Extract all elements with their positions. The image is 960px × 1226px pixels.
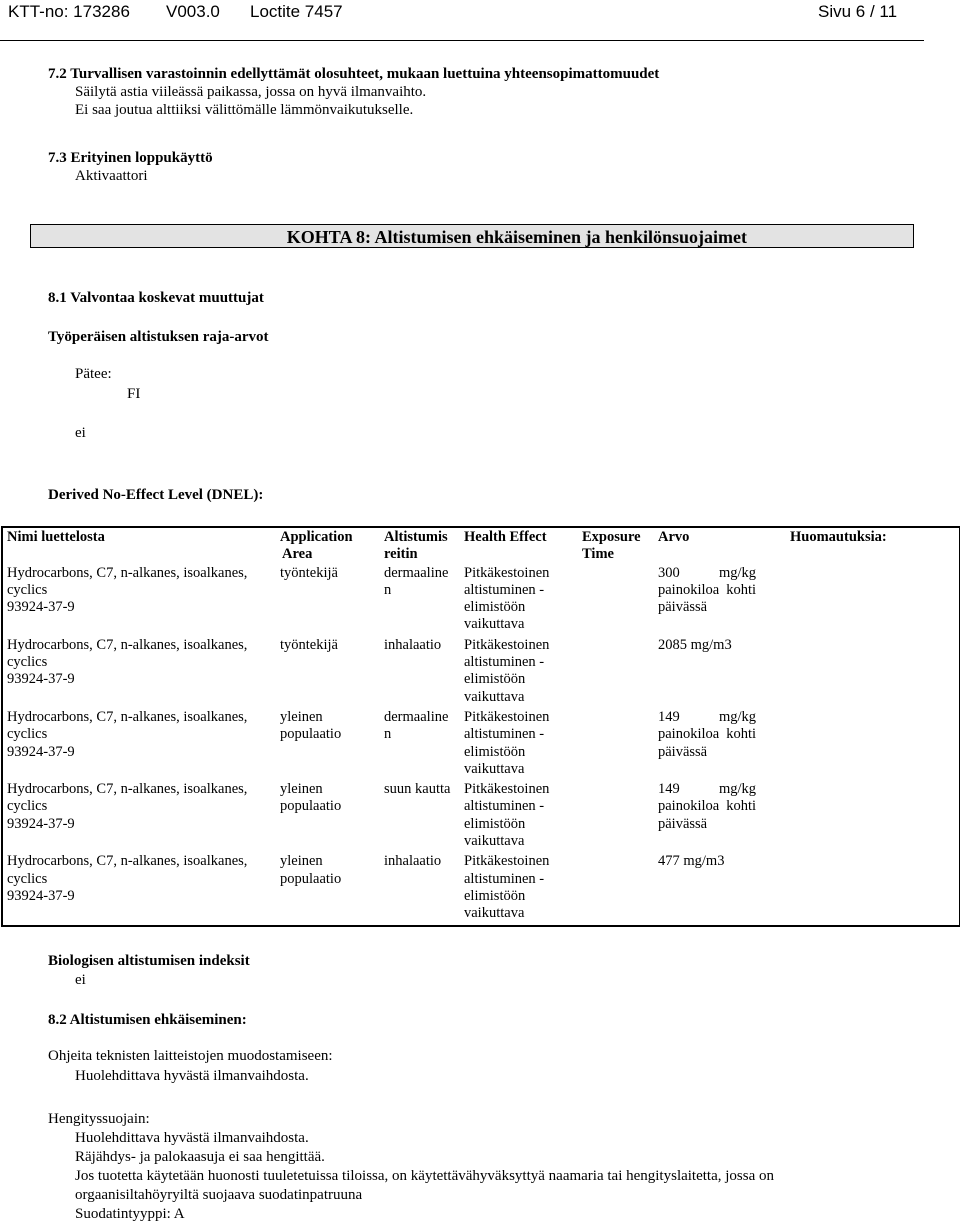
cell-area: työntekijä	[280, 564, 338, 581]
table-row	[2, 708, 960, 780]
table-row	[2, 636, 960, 708]
respiratory-line3: Jos tuotetta käytetään huonosti tuuletetuissa tiloissa, on käytettävähyväksyttyä naamaria tai hengityslaitetta, jossa on	[75, 1168, 775, 1184]
bio-index-title: Biologisen altistumisen indeksit	[48, 953, 250, 969]
cell-effect: Pitkäkestoinen altistuminen - elimistöön vaikuttava	[464, 636, 550, 705]
cell-route: inhalaatio	[384, 636, 442, 653]
cell-value: 149 mg/kg painokiloa kohti päivässä	[658, 781, 756, 832]
table-row	[2, 852, 960, 925]
cell-route: suun kautta	[384, 781, 451, 798]
bio-index-value: ei	[75, 972, 86, 988]
section-8-1-title: 8.1 Valvontaa koskevat muuttujat	[48, 290, 264, 306]
col-header-area: Application Area	[280, 529, 353, 563]
cell-effect: Pitkäkestoinen altistuminen - elimistöön vaikuttava	[464, 708, 550, 777]
table-header-row	[2, 527, 960, 564]
cell-substance: Hydrocarbons, C7, n-alkanes, isoalkanes, cyclics 93924-37-9	[7, 564, 248, 616]
cell-substance: Hydrocarbons, C7, n-alkanes, isoalkanes, cyclics 93924-37-9	[7, 636, 248, 688]
cell-time	[578, 564, 654, 636]
respiratory-line4: orgaanisiltahöyryiltä suojaava suodatinpatruuna	[75, 1187, 363, 1203]
cell-route: dermaaline n	[384, 564, 449, 598]
cell-time	[578, 636, 654, 708]
col-header-effect: Health Effect	[464, 529, 547, 545]
cell-area: yleinen populaatio	[280, 781, 342, 815]
respiratory-line2: Räjähdys- ja palokaasuja ei saa hengittää.	[75, 1149, 325, 1165]
product-name: Loctite 7457	[250, 2, 343, 21]
tech-measures-label: Ohjeita teknisten laitteistojen muodostamiseen:	[48, 1048, 333, 1064]
section-7-3-title: 7.3 Erityinen loppukäyttö	[48, 150, 213, 166]
cell-remarks	[786, 636, 960, 708]
section-8-banner-title: KOHTA 8: Altistumisen ehkäiseminen ja henkilönsuojaimet	[286, 227, 747, 247]
cell-time	[578, 708, 654, 780]
col-header-route: Altistumis reitin	[384, 529, 448, 563]
col-header-value: Arvo	[658, 529, 690, 545]
cell-remarks	[786, 852, 960, 925]
page-number: Sivu 6 / 11	[818, 2, 898, 21]
dnel-table	[1, 526, 960, 927]
exposure-limits-value: ei	[75, 425, 86, 441]
cell-substance: Hydrocarbons, C7, n-alkanes, isoalkanes, cyclics 93924-37-9	[7, 781, 248, 832]
cell-remarks	[786, 780, 960, 852]
exposure-limits-title: Työperäisen altistuksen raja-arvot	[48, 329, 269, 345]
cell-value: 477 mg/m3	[658, 853, 725, 870]
table-row	[2, 564, 960, 636]
cell-route: dermaaline n	[384, 708, 449, 743]
header-divider	[0, 40, 924, 41]
respiratory-line5: Suodatintyyppi: A	[75, 1206, 185, 1222]
cell-value: 300 mg/kg painokiloa kohti päivässä	[658, 564, 756, 616]
respiratory-line1: Huolehdittava hyvästä ilmanvaihdosta.	[75, 1130, 309, 1146]
section-7-2-line1: Säilytä astia viileässä paikassa, jossa on hyvä ilmanvaihto.	[75, 84, 427, 100]
section-7-2-line2: Ei saa joutua alttiiksi välittömälle lämmönvaikutukselle.	[75, 102, 414, 118]
section-7-3-text: Aktivaattori	[75, 168, 148, 184]
version: V003.0	[166, 2, 220, 21]
section-7-2-title: 7.2 Turvallisen varastoinnin edellyttämät olosuhteet, mukaan luettuina yhteensopimattomuudet	[48, 66, 660, 82]
cell-time	[578, 780, 654, 852]
col-header-name: Nimi luettelosta	[7, 529, 105, 545]
section-8-2-title: 8.2 Altistumisen ehkäiseminen:	[48, 1012, 247, 1028]
cell-effect: Pitkäkestoinen altistuminen - elimistöön vaikuttava	[464, 781, 550, 850]
cell-area: yleinen populaatio	[280, 853, 342, 887]
ktt-number: KTT-no: 173286	[8, 2, 130, 21]
cell-effect: Pitkäkestoinen altistuminen - elimistöön vaikuttava	[464, 564, 550, 633]
cell-substance: Hydrocarbons, C7, n-alkanes, isoalkanes, cyclics 93924-37-9	[7, 853, 248, 904]
applies-value: FI	[127, 386, 141, 402]
col-header-time: Exposure Time	[582, 529, 641, 563]
cell-value: 149 mg/kg painokiloa kohti päivässä	[658, 708, 756, 760]
respiratory-label: Hengityssuojain:	[48, 1111, 150, 1127]
section-8-banner	[30, 224, 914, 248]
col-header-remarks: Huomautuksia:	[790, 529, 887, 545]
cell-route: inhalaatio	[384, 853, 442, 870]
cell-remarks	[786, 564, 960, 636]
cell-substance: Hydrocarbons, C7, n-alkanes, isoalkanes, cyclics 93924-37-9	[7, 708, 248, 760]
cell-area: työntekijä	[280, 636, 338, 653]
cell-value: 2085 mg/m3	[658, 636, 732, 653]
cell-effect: Pitkäkestoinen altistuminen - elimistöön vaikuttava	[464, 853, 550, 922]
dnel-title: Derived No-Effect Level (DNEL):	[48, 487, 264, 503]
cell-time	[578, 852, 654, 925]
cell-remarks	[786, 708, 960, 780]
cell-area: yleinen populaatio	[280, 708, 342, 743]
applies-label: Pätee:	[75, 366, 112, 382]
tech-measures-text: Huolehdittava hyvästä ilmanvaihdosta.	[75, 1068, 309, 1084]
table-row	[2, 780, 960, 852]
